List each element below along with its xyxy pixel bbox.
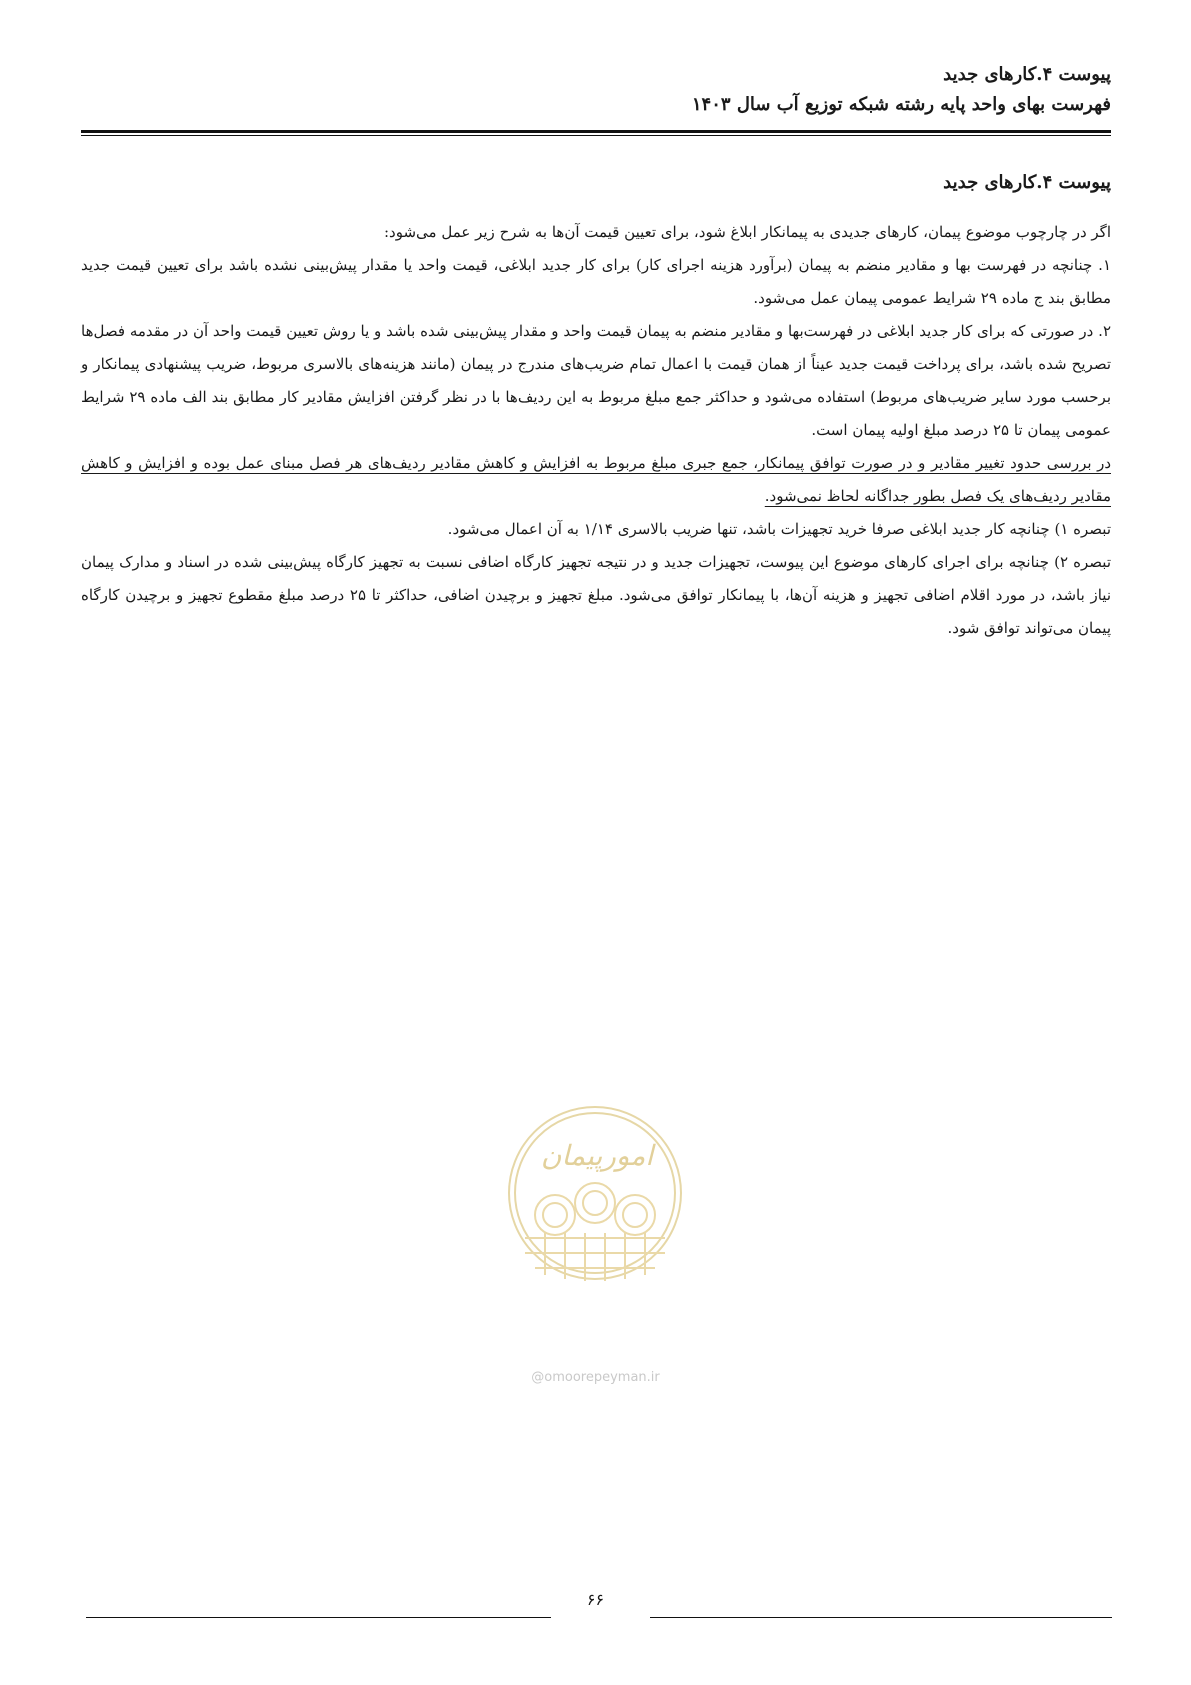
watermark-site: @omoorepeyman.ir	[531, 1370, 660, 1385]
watermark-logo	[505, 1103, 685, 1283]
header-title: پیوست ۴.کارهای جدید	[943, 64, 1111, 85]
paragraph-note-2: تبصره ۲) چنانچه برای اجرای کارهای موضوع این پیوست، تجهیزات جدید و در نتیجه تجهیز کارگاه اضافی نسبت به تجهیز کارگاه پیش‌بینی شده در اسناد و مدارک پیمان نیاز باشد، در مورد اقلام اضافی تجهیز و هزینه آن‌ها، با پیمانکار توافق می‌شود. مبلغ تجهیز و برچیدن اضافی، حداکثر تا ۲۵ درصد مبلغ مقطوع تجهیز و برچیدن کارگاه پیمان می‌تواند توافق شود.	[81, 553, 1111, 637]
page-number: ۶۶	[586, 1590, 605, 1609]
page-header	[81, 60, 1111, 120]
paragraph-intro: اگر در چارچوب موضوع پیمان، کارهای جدیدی به پیمانکار ابلاغ شود، برای تعیین قیمت آن‌ها به شرح زیر عمل می‌شود:	[384, 223, 1111, 241]
paragraph-item-1: ۱. چنانچه در فهرست بها و مقادیر منضم به پیمان (برآورد هزینه اجرای کار) برای کار جدید ابلاغی، قیمت واحد یا مقدار پیش‌بینی نشده باشد برای تعیین قیمت جدید مطابق بند ج ماده ۲۹ شرایط عمومی پیمان عمل می‌شود.	[81, 256, 1111, 307]
paragraph-quantity-change: در بررسی حدود تغییر مقادیر و در صورت توافق پیمانکار، جمع جبری مبلغ مربوط به افزایش و کاهش مقادیر ردیف‌های هر فصل مبنای عمل بوده و افزایش و کاهش مقادیر ردیف‌های یک فصل بطور جداگانه لحاظ نمی‌شود.	[81, 454, 1111, 505]
header-rule-thin	[81, 135, 1111, 136]
header-rule-thick	[81, 130, 1111, 133]
footer-rule-right	[650, 1617, 1112, 1618]
section-title: پیوست ۴.کارهای جدید	[943, 172, 1111, 193]
paragraph-item-2: ۲. در صورتی که برای کار جدید ابلاغی در فهرست‌بها و مقادیر منضم به پیمان قیمت واحد و مقدار پیش‌بینی شده باشد و یا روش تعیین قیمت واحد آن در مقدمه فصل‌ها تصریح شده باشد، برای پرداخت قیمت جدید عیناً از همان قیمت با اعمال تمام ضریب‌های مندرج در پیمان (مانند هزینه‌های بالاسری مربوط، ضریب پیشنهادی پیمانکار و برحسب مورد سایر ضریب‌های مربوط) استفاده می‌شود و حداکثر جمع مبلغ مربوط به این ردیف‌ها با در نظر گرفتن افزایش مقادیر کار مطابق بند الف ماده ۲۹ شرایط عمومی پیمان تا ۲۵ درصد مبلغ اولیه پیمان است.	[81, 322, 1111, 439]
footer-rule-left	[86, 1617, 551, 1618]
paragraph-note-1: تبصره ۱) چنانچه کار جدید ابلاغی صرفا خرید تجهیزات باشد، تنها ضریب بالاسری ۱/۱۴ به آن اعمال می‌شود.	[447, 520, 1111, 538]
watermark-seal-icon	[505, 1103, 685, 1283]
watermark-logo-text: امورپیمان	[540, 1139, 654, 1172]
page-content	[81, 168, 1111, 645]
header-subtitle: فهرست بهای واحد پایه رشته شبکه توزیع آب سال ۱۴۰۳	[691, 94, 1111, 115]
